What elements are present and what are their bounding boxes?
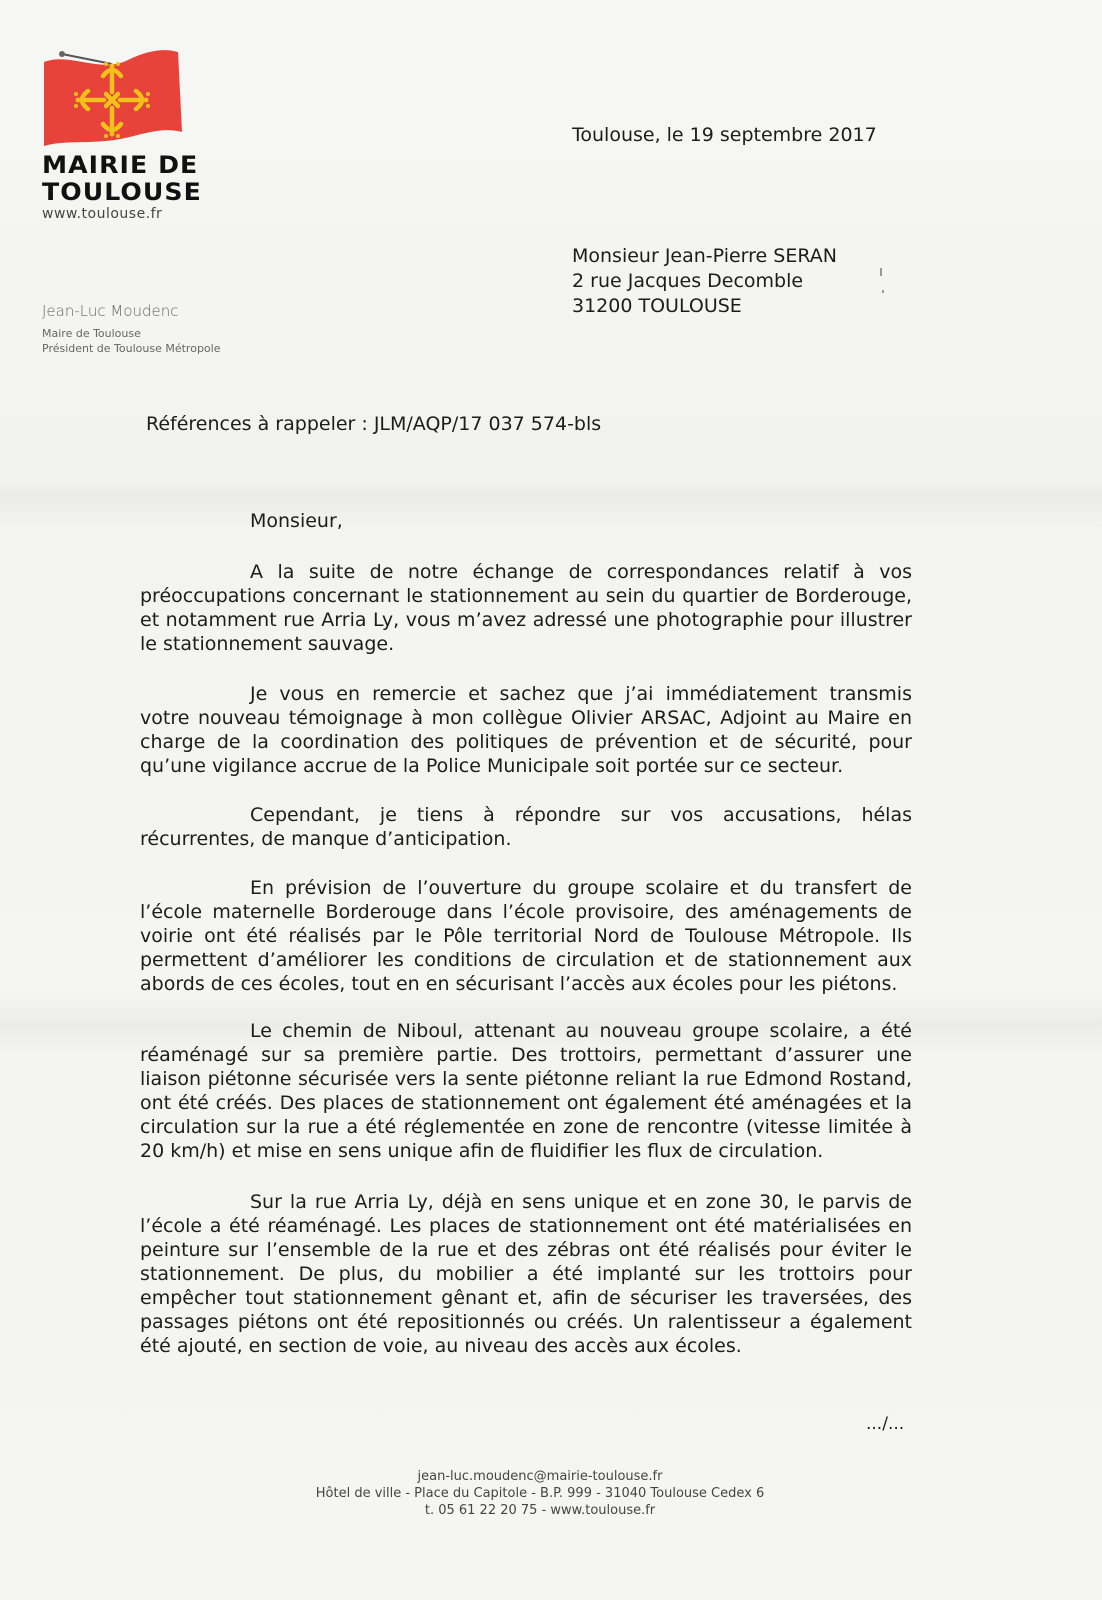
- sender-titles: [42, 326, 220, 356]
- scan-mark: [882, 290, 884, 293]
- recipient-city: 31200 TOULOUSE: [572, 295, 742, 317]
- body-paragraph: A la suite de notre échange de correspondances relatif à vos préoccupations concernant le stationnement au sein du quartier de Borderouge, et notamment rue Arria Ly, vous m’avez adressé une photographie pour illustrer le stationnement sauvage.: [140, 561, 912, 655]
- footer-contact: [300, 1468, 780, 1519]
- organization-name: [42, 152, 202, 206]
- page-continuation-mark: .../...: [866, 1414, 905, 1434]
- sender-title-president: Président de Toulouse Métropole: [42, 342, 221, 355]
- sender-name: Jean-Luc Moudenc: [42, 302, 179, 320]
- organization-website: www.toulouse.fr: [42, 206, 163, 222]
- scan-mark: [880, 268, 882, 276]
- greeting: Monsieur,: [250, 510, 343, 532]
- organization-name-line2: TOULOUSE: [42, 178, 202, 206]
- body-paragraph: Sur la rue Arria Ly, déjà en sens unique et en zone 30, le parvis de l’école a été réaménagé. Les places de stationnement ont été matérialisées en peinture sur l’ensemble de la rue et des zébras ont été réalisés pour éviter le stationnement. De plus, du mobilier a été implanté sur les trottoirs pour empêcher tout stationnement gênant et, afin de sécuriser les traversées, des passages piétons ont été repositionnés ou créés. Un ralentisseur a également été ajouté, en section de voie, au niveau des accès aux écoles.: [140, 1191, 912, 1357]
- body-paragraph: Cependant, je tiens à répondre sur vos accusations, hélas récurrentes, de manque d’anticipation.: [140, 804, 912, 850]
- footer-phone-web: t. 05 61 22 20 75 - www.toulouse.fr: [424, 1503, 656, 1518]
- body-paragraph: Le chemin de Niboul, attenant au nouveau groupe scolaire, a été réaménagé sur sa première partie. Des trottoirs, permettant d’assurer une liaison piétonne sécurisée vers la sente piétonne reliant la rue Edmond Rostand, ont été créés. Des places de stationnement ont également été aménagées et la circulation sur la rue a été réglementée en zone de rencontre (vitesse limitée à 20 km/h) et mise en sens unique afin de fluidifier les flux de circulation.: [140, 1020, 912, 1162]
- letter-date: Toulouse, le 19 septembre 2017: [572, 124, 877, 146]
- body-paragraph: Je vous en remercie et sachez que j’ai immédiatement transmis votre nouveau témoignage à mon collègue Olivier ARSAC, Adjoint au Maire en charge de la coordination des politiques de prévention et de sécurité, pour qu’une vigilance accrue de la Police Municipale soit portée sur ce secteur.: [140, 683, 912, 777]
- recipient-street: 2 rue Jacques Decomble: [572, 270, 804, 292]
- occitan-cross-flag-logo: [40, 40, 185, 152]
- recipient-name: Monsieur Jean-Pierre SERAN: [572, 245, 837, 267]
- footer-address: Hôtel de ville - Place du Capitole - B.P. 999 - 31040 Toulouse Cedex 6: [315, 1486, 765, 1501]
- body-paragraph: En prévision de l’ouverture du groupe scolaire et du transfert de l’école maternelle Borderouge dans l’école provisoire, des aménagements de voirie ont été réalisés par le Pôle territorial Nord de Toulouse Métropole. Ils permettent d’améliorer les conditions de circulation et de stationnement aux abords de ces écoles, tout en en sécurisant l’accès aux écoles pour les piétons.: [140, 877, 912, 995]
- organization-name-line1: MAIRIE DE: [42, 151, 199, 179]
- recipient-address: [572, 244, 837, 319]
- reference-line: Références à rappeler : JLM/AQP/17 037 574-bls: [146, 413, 602, 435]
- sender-title-mayor: Maire de Toulouse: [42, 327, 141, 340]
- footer-email: jean-luc.moudenc@mairie-toulouse.fr: [417, 1469, 663, 1484]
